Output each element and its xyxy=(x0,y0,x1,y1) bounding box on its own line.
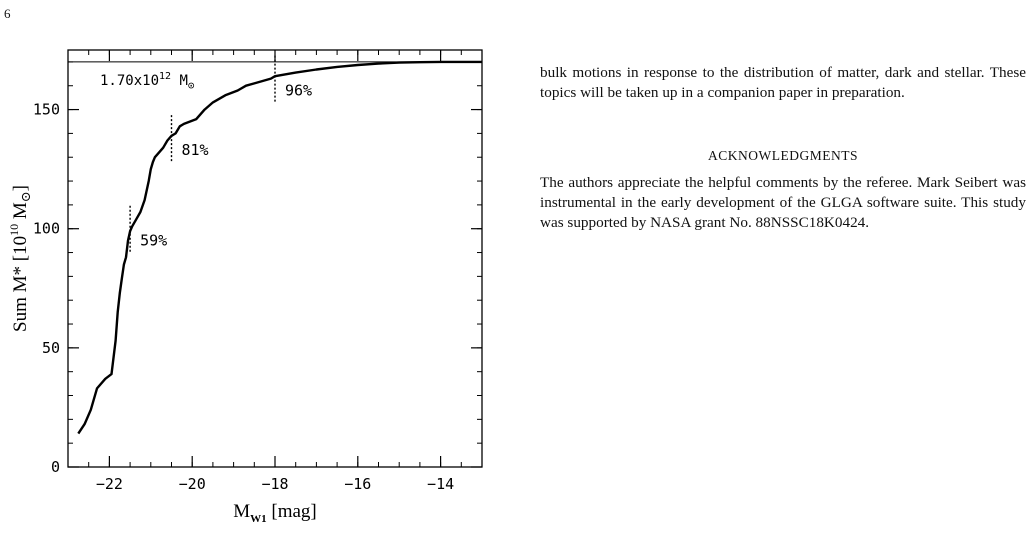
percent-label: 59% xyxy=(140,231,168,250)
x-tick-label: −16 xyxy=(344,475,372,493)
page-number: 6 xyxy=(4,6,11,21)
acknowledgments-heading: ACKNOWLEDGMENTS xyxy=(708,148,858,163)
plot-frame xyxy=(68,50,482,467)
y-tick-label: 150 xyxy=(32,100,60,119)
x-tick-label: −14 xyxy=(427,475,455,493)
y-axis-title: Sum M* [$10^{10}$ $M_⊙$] xyxy=(7,185,33,332)
y-tick-label: 100 xyxy=(32,219,60,238)
y-tick-label: 50 xyxy=(41,338,60,357)
x-tick-label: −20 xyxy=(178,475,206,493)
percent-label: 81% xyxy=(181,141,209,160)
right-column xyxy=(540,63,1026,233)
percent-label: 96% xyxy=(285,81,313,100)
cumulative-mass-curve xyxy=(78,62,482,434)
cumulative-stellar-mass-figure xyxy=(0,30,500,547)
acknowledgments-paragraph: The authors appreciate the helpful comments by the referee. Mark Seibert was instrumental in the early development of the GLGA software suite. This study was supported by NASA grant No. 88NSSC18K0424. xyxy=(540,174,1026,231)
x-tick-label: −18 xyxy=(261,475,289,493)
continuation-paragraph: bulk motions in response to the distribution of matter, dark and stellar. These topics will be taken up in a companion paper in preparation. xyxy=(540,64,1026,101)
y-tick-label: 0 xyxy=(50,458,60,476)
x-axis-title: $M_{W1}$ [mag] xyxy=(233,501,317,525)
cumulative-mass-chart xyxy=(0,30,500,547)
total-mass-label: $1.70x10^{12}$ $M_⊙$ xyxy=(100,70,195,92)
x-tick-label: −22 xyxy=(95,475,123,493)
